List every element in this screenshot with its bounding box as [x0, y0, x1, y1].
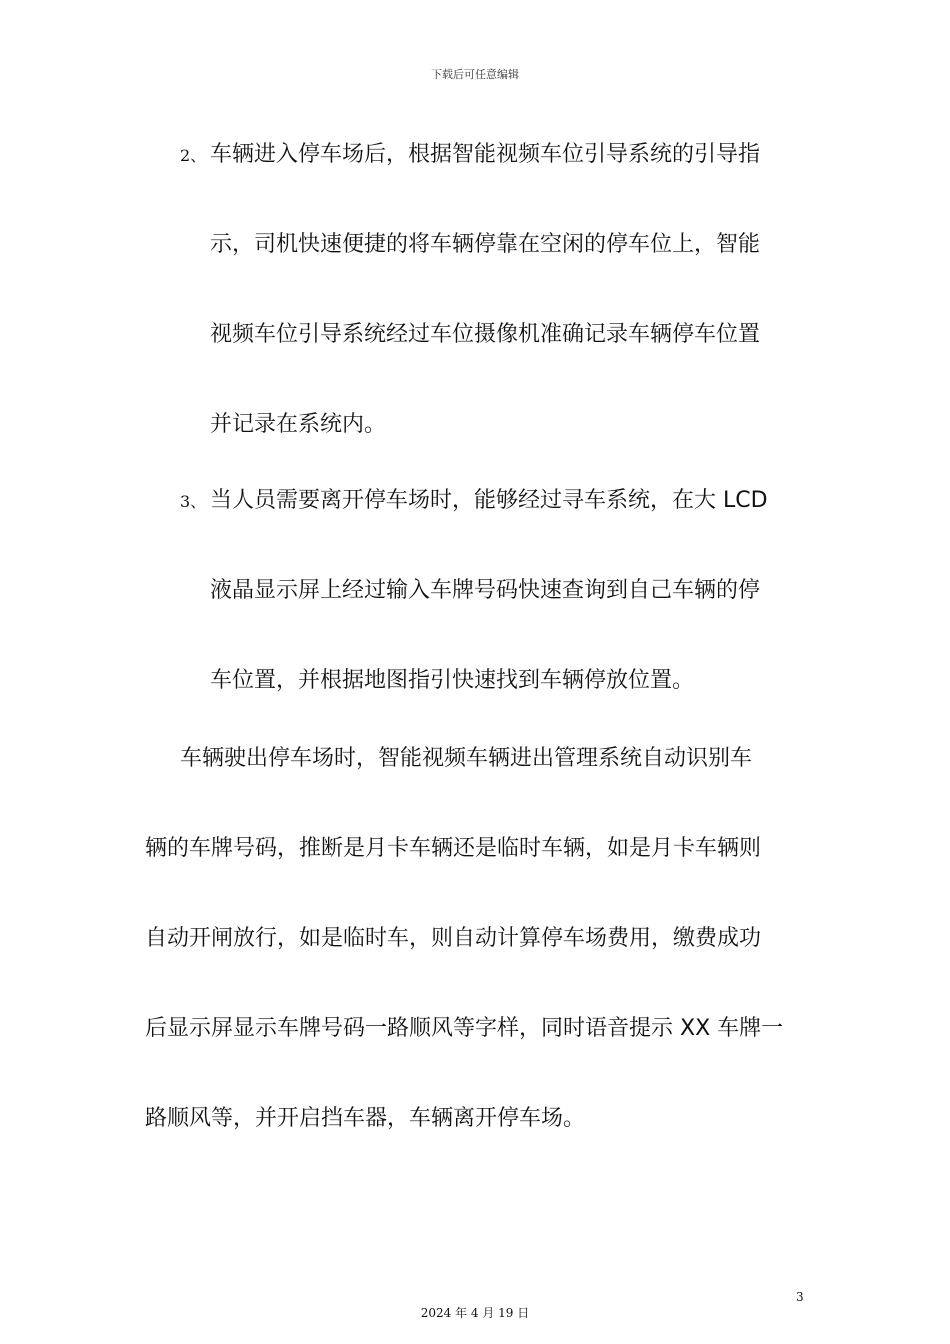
list-item-line: 车辆进入停车场后，根据智能视频车位引导系统的引导指	[210, 142, 761, 167]
page-header: 下载后可任意编辑	[431, 68, 519, 81]
list-item-line: 视频车位引导系统经过车位摄像机准确记录车辆停车位置	[210, 322, 761, 347]
page-number: 3	[796, 1290, 804, 1304]
list-item-line: 并记录在系统内。	[210, 412, 387, 437]
paragraph-line: 辆的车牌号码，推断是月卡车辆还是临时车辆，如是月卡车辆则	[145, 836, 762, 861]
list-item-number: 2、	[180, 146, 207, 165]
footer-date: 2024 年 4 月 19 日	[420, 1306, 530, 1320]
list-item-line: 示，司机快速便捷的将车辆停靠在空闲的停车位上，智能	[210, 232, 761, 257]
paragraph-line: 后显示屏显示车牌号码一路顺风等字样，同时语音提示 XX 车牌一	[145, 1016, 784, 1041]
paragraph-line: 车辆驶出停车场时，智能视频车辆进出管理系统自动识别车	[180, 746, 753, 771]
list-item-line: 液晶显示屏上经过输入车牌号码快速查询到自己车辆的停	[210, 578, 761, 603]
list-item-number: 3、	[180, 492, 207, 511]
paragraph-line: 自动开闸放行，如是临时车，则自动计算停车场费用，缴费成功	[145, 926, 762, 951]
list-item-line: 车位置，并根据地图指引快速找到车辆停放位置。	[210, 668, 695, 693]
paragraph-line: 路顺风等，并开启挡车器，车辆离开停车场。	[145, 1106, 586, 1131]
list-item-line: 当人员需要离开停车场时，能够经过寻车系统，在大 LCD	[210, 488, 768, 513]
